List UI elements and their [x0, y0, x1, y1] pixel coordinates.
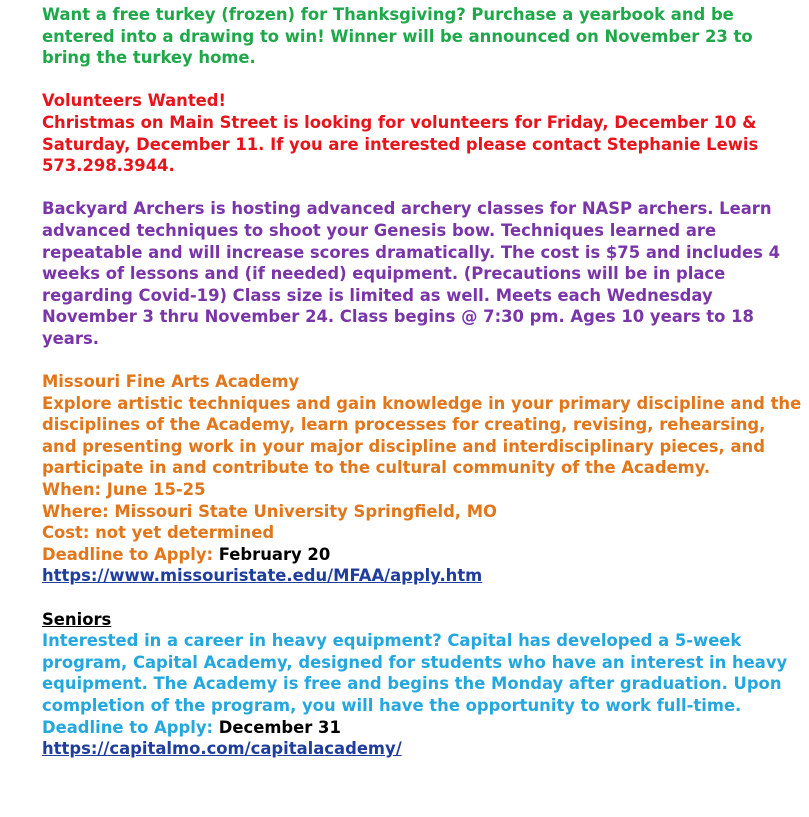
capital-academy-link[interactable]: https://capitalmo.com/capitalacademy/ — [42, 739, 402, 759]
archers-section — [42, 198, 802, 349]
spacer — [42, 350, 802, 372]
fine-arts-deadline — [42, 544, 802, 566]
fine-arts-section — [42, 371, 802, 587]
volunteers-section — [42, 90, 802, 176]
fine-arts-deadline-value: February 20 — [213, 544, 331, 564]
seniors-section — [42, 609, 802, 760]
archers-body: Backyard Archers is hosting advanced archery classes for NASP archers. Learn advanced techniques to shoot your Genesis bow. Techniques learned are repeatable and will increase scores dramatically. The cost is $75 and includes 4 weeks of lessons and (if needed) equipment. (Precautions will be in place regarding Covid-19) Class size is limited as well. Meets each Wednesday November 3 thru November 24. Class begins @ 7:30 pm. Ages 10 years to 18 years. — [42, 199, 781, 348]
fine-arts-when: When: June 15-25 — [42, 480, 206, 500]
seniors-deadline — [42, 717, 802, 739]
seniors-deadline-label: Deadline to Apply: — [42, 717, 214, 737]
spacer — [42, 587, 802, 609]
fine-arts-body: Explore artistic techniques and gain knowledge in your primary discipline and the disciplines of the Academy, learn processes for creating, revising, rehearsing, and presenting work in your major discipline and interdisciplinary pieces, and participate in and contribute to the cultural community of the Academy. — [42, 393, 802, 478]
fine-arts-deadline-label: Deadline to Apply: — [42, 544, 214, 564]
spacer — [42, 69, 802, 91]
fine-arts-apply-link[interactable]: https://www.missouristate.edu/MFAA/apply.htm — [42, 566, 483, 586]
volunteers-body: Christmas on Main Street is looking for volunteers for Friday, December 10 & Saturday, December 11. If you are interested please contact Stephanie Lewis 573.298.3944. — [42, 112, 759, 176]
seniors-deadline-value: December 31 — [213, 717, 341, 737]
newsletter-page — [42, 4, 802, 760]
spacer — [42, 177, 802, 199]
turkey-section — [42, 4, 802, 69]
fine-arts-title: Missouri Fine Arts Academy — [42, 372, 300, 392]
seniors-body: Interested in a career in heavy equipment? Capital has developed a 5-week program, Capital Academy, designed for students who have an interest in heavy equipment. The Academy is free and begins the Monday after graduation. Upon completion of the program, you will have the opportunity to work full-time. — [42, 631, 788, 715]
turkey-text: Want a free turkey (frozen) for Thanksgiving? Purchase a yearbook and be entered into a drawing to win! Winner will be announced on November 23 to bring the turkey home. — [42, 5, 753, 68]
seniors-title: Seniors — [42, 609, 112, 629]
fine-arts-cost: Cost: not yet determined — [42, 523, 275, 543]
volunteers-title: Volunteers Wanted! — [42, 91, 227, 111]
fine-arts-where: Where: Missouri State University Springfield, MO — [42, 501, 497, 521]
